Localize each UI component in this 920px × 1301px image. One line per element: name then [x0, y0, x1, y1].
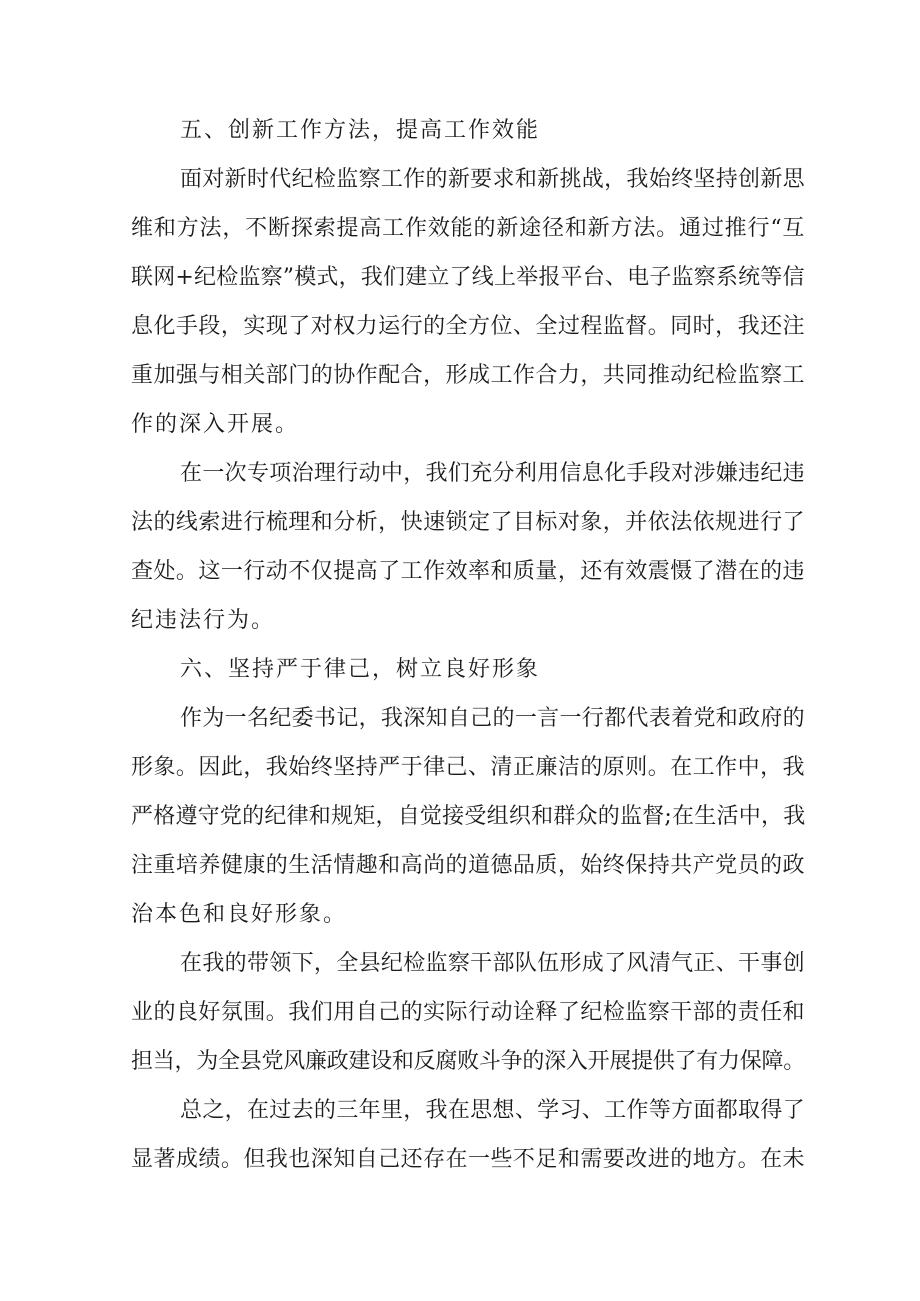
paragraph-line: 业的良好氛围。我们用自己的实际行动诠释了纪检监察干部的责任和	[131, 1000, 806, 1025]
paragraph-line: 形象。因此，我始终坚持严于律己、清正廉洁的原则。在工作中，我	[131, 755, 806, 780]
paragraph-line: 联网+纪检监察”模式，我们建立了线上举报平台、电子监察系统等信	[131, 265, 805, 290]
paragraph-line: 面对新时代纪检监察工作的新要求和新挑战，我始终坚持创新思	[180, 167, 806, 192]
section-heading-5: 五、创新工作方法，提高工作效能	[180, 118, 541, 143]
paragraph-line: 在我的带领下，全县纪检监察干部队伍形成了风清气正、干事创	[180, 951, 806, 976]
paragraph-line: 在一次专项治理行动中，我们充分利用信息化手段对涉嫌违纪违	[180, 461, 806, 486]
paragraph-line: 法的线索进行梳理和分析，快速锁定了目标对象，并依法依规进行了	[131, 510, 806, 535]
paragraph-line: 息化手段，实现了对权力运行的全方位、全过程监督。同时，我还注	[131, 314, 806, 339]
paragraph-line: 维和方法，不断探索提高工作效能的新途径和新方法。通过推行“互	[131, 216, 806, 241]
section-heading-6: 六、坚持严于律己，树立良好形象	[180, 657, 541, 682]
paragraph-line: 注重培养健康的生活情趣和高尚的道德品质，始终保持共产党员的政	[131, 853, 806, 878]
paragraph-line: 作为一名纪委书记，我深知自己的一言一行都代表着党和政府的	[180, 706, 806, 731]
paragraph-line: 担当，为全县党风廉政建设和反腐败斗争的深入开展提供了有力保障。	[131, 1049, 806, 1074]
paragraph-line: 纪违法行为。	[131, 608, 276, 633]
paragraph-line: 治本色和良好形象。	[131, 902, 348, 927]
paragraph-line: 总之，在过去的三年里，我在思想、学习、工作等方面都取得了	[180, 1098, 806, 1123]
paragraph-line: 作的深入开展。	[131, 412, 300, 437]
paragraph-line: 显著成绩。但我也深知自己还存在一些不足和需要改进的地方。在未	[131, 1147, 806, 1172]
paragraph-line: 严格遵守党的纪律和规矩，自觉接受组织和群众的监督;在生活中，我	[131, 804, 806, 829]
paragraph-line: 重加强与相关部门的协作配合，形成工作合力，共同推动纪检监察工	[131, 363, 806, 388]
paragraph-line: 查处。这一行动不仅提高了工作效率和质量，还有效震慑了潜在的违	[131, 559, 806, 584]
